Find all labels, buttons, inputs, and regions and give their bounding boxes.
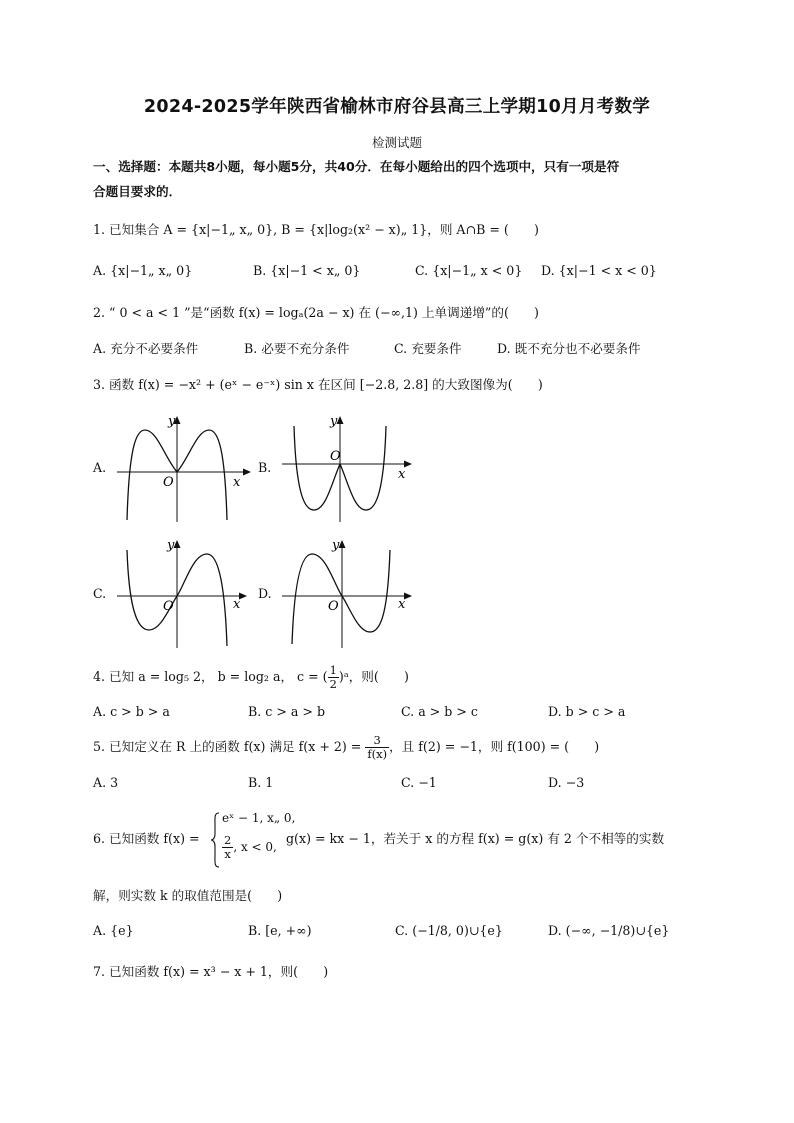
question-2-stem: 2. “ 0 < a < 1 ”是“函数 f(x) = logₐ(2a − x) 在 (−∞,1) 上单调递增”的( ) <box>93 305 539 320</box>
question-4-stem <box>93 664 409 691</box>
graph-b-origin-label: O <box>330 449 341 464</box>
question-4-option-a: A. c > b > a <box>93 704 170 719</box>
question-2-option-b: B. 必要不充分条件 <box>244 341 350 356</box>
question-3-stem: 3. 函数 f(x) = −x² + (eˣ − e⁻ˣ) sin x 在区间 [−2.8, 2.8] 的大致图像为( ) <box>93 377 543 392</box>
question-4-stem-post: )ᵃ，则( ) <box>338 669 409 684</box>
question-4-fraction-num: 1 <box>329 663 337 677</box>
section-heading-line1: 一、选择题：本题共8小题，每小题5分，共40分．在每小题给出的四个选项中，只有一项是符 <box>93 159 620 174</box>
question-6-option-d: D. (−∞, −1/8)∪{e} <box>548 923 670 938</box>
graph-c-origin-label: O <box>163 599 174 614</box>
question-3-graph-d <box>280 538 420 650</box>
question-4-stem-pre: 4. 已知 a = log₅ 2， b = log₂ a， c = ( <box>93 669 328 684</box>
graph-a-y-label: y <box>168 414 176 429</box>
graph-b-y-label: y <box>330 414 338 429</box>
question-4-fraction <box>328 664 339 691</box>
question-4-option-c: C. a > b > c <box>401 704 478 719</box>
question-6-case-2-post: , x < 0, <box>233 840 277 854</box>
question-3-graph-b <box>280 412 420 524</box>
question-5-fraction-den: f(x) <box>367 747 388 761</box>
question-5-stem-pre: 5. 已知定义在 R 上的函数 f(x) 满足 f(x + 2) = <box>93 739 366 754</box>
question-5-option-d: D. −3 <box>548 775 585 790</box>
question-3-option-c-label: C. <box>93 586 107 601</box>
question-3-option-d-label: D. <box>258 586 272 601</box>
question-6-stem-post: g(x) = kx − 1，若关于 x 的方程 f(x) = g(x) 有 2 个不相等的实数 <box>286 831 665 846</box>
question-6-stem-pre: 6. 已知函数 f(x) = <box>93 831 200 846</box>
question-5-option-c: C. −1 <box>401 775 437 790</box>
section-heading-line2: 合题目要求的． <box>93 184 182 199</box>
graph-c-y-label: y <box>167 538 175 553</box>
question-6-case-2-num: 2 <box>224 833 232 847</box>
question-5-fraction <box>365 734 389 761</box>
graph-c-x-label: x <box>233 597 241 612</box>
question-4-option-d: D. b > c > a <box>548 704 626 719</box>
question-6-brace <box>210 812 220 868</box>
question-7-stem: 7. 已知函数 f(x) = x³ − x + 1，则( ) <box>93 964 329 979</box>
question-2-option-c: C. 充要条件 <box>394 341 462 356</box>
question-2-option-a: A. 充分不必要条件 <box>93 341 199 356</box>
question-1-option-a: A. {x|−1„ x„ 0} <box>93 263 193 278</box>
question-6-case-2-fraction <box>222 834 233 861</box>
question-1-stem: 1. 已知集合 A = {x|−1„ x„ 0}, B = {x|log₂(x² − x)„ 1}，则 A∩B = ( ) <box>93 222 539 237</box>
question-5-stem-post: ，且 f(2) = −1，则 f(100) = ( ) <box>389 739 600 754</box>
graph-d-origin-label: O <box>328 599 339 614</box>
question-4-fraction-den: 2 <box>329 677 337 691</box>
question-4-option-b: B. c > a > b <box>248 704 326 719</box>
page-title: 2024-2025学年陕西省榆林市府谷县高三上学期10月月考数学 <box>143 97 651 117</box>
question-5-option-b: B. 1 <box>248 775 274 790</box>
graph-d-y-label: y <box>332 538 340 553</box>
question-1-option-c: C. {x|−1„ x < 0} <box>415 263 523 278</box>
graph-a-x-label: x <box>233 475 241 490</box>
question-6-stem-line2: 解，则实数 k 的取值范围是( ) <box>93 888 283 903</box>
question-6-option-a: A. {e} <box>93 923 134 938</box>
question-3-option-a-label: A. <box>93 460 107 475</box>
question-2-option-d: D. 既不充分也不必要条件 <box>497 341 641 356</box>
page-subtitle: 检测试题 <box>371 135 422 150</box>
question-5-stem <box>93 734 599 761</box>
question-6-option-b: B. [e, +∞) <box>248 923 312 938</box>
question-1-option-b: B. {x|−1 < x„ 0} <box>253 263 361 278</box>
question-3-graph-c <box>115 538 255 650</box>
question-6-option-c: C. (−1/8, 0)∪{e} <box>395 923 503 938</box>
question-6-case-2 <box>222 834 277 861</box>
question-3-option-b-label: B. <box>258 460 272 475</box>
graph-a-origin-label: O <box>163 475 174 490</box>
graph-b-x-label: x <box>398 467 406 482</box>
question-5-option-a: A. 3 <box>93 775 119 790</box>
question-6-case-1: eˣ − 1, x„ 0, <box>222 811 296 825</box>
question-1-option-d: D. {x|−1 < x < 0} <box>541 263 657 278</box>
graph-d-x-label: x <box>398 597 406 612</box>
question-6-case-2-den: x <box>224 847 231 861</box>
question-5-fraction-num: 3 <box>365 734 389 748</box>
question-3-graph-a <box>115 412 255 524</box>
